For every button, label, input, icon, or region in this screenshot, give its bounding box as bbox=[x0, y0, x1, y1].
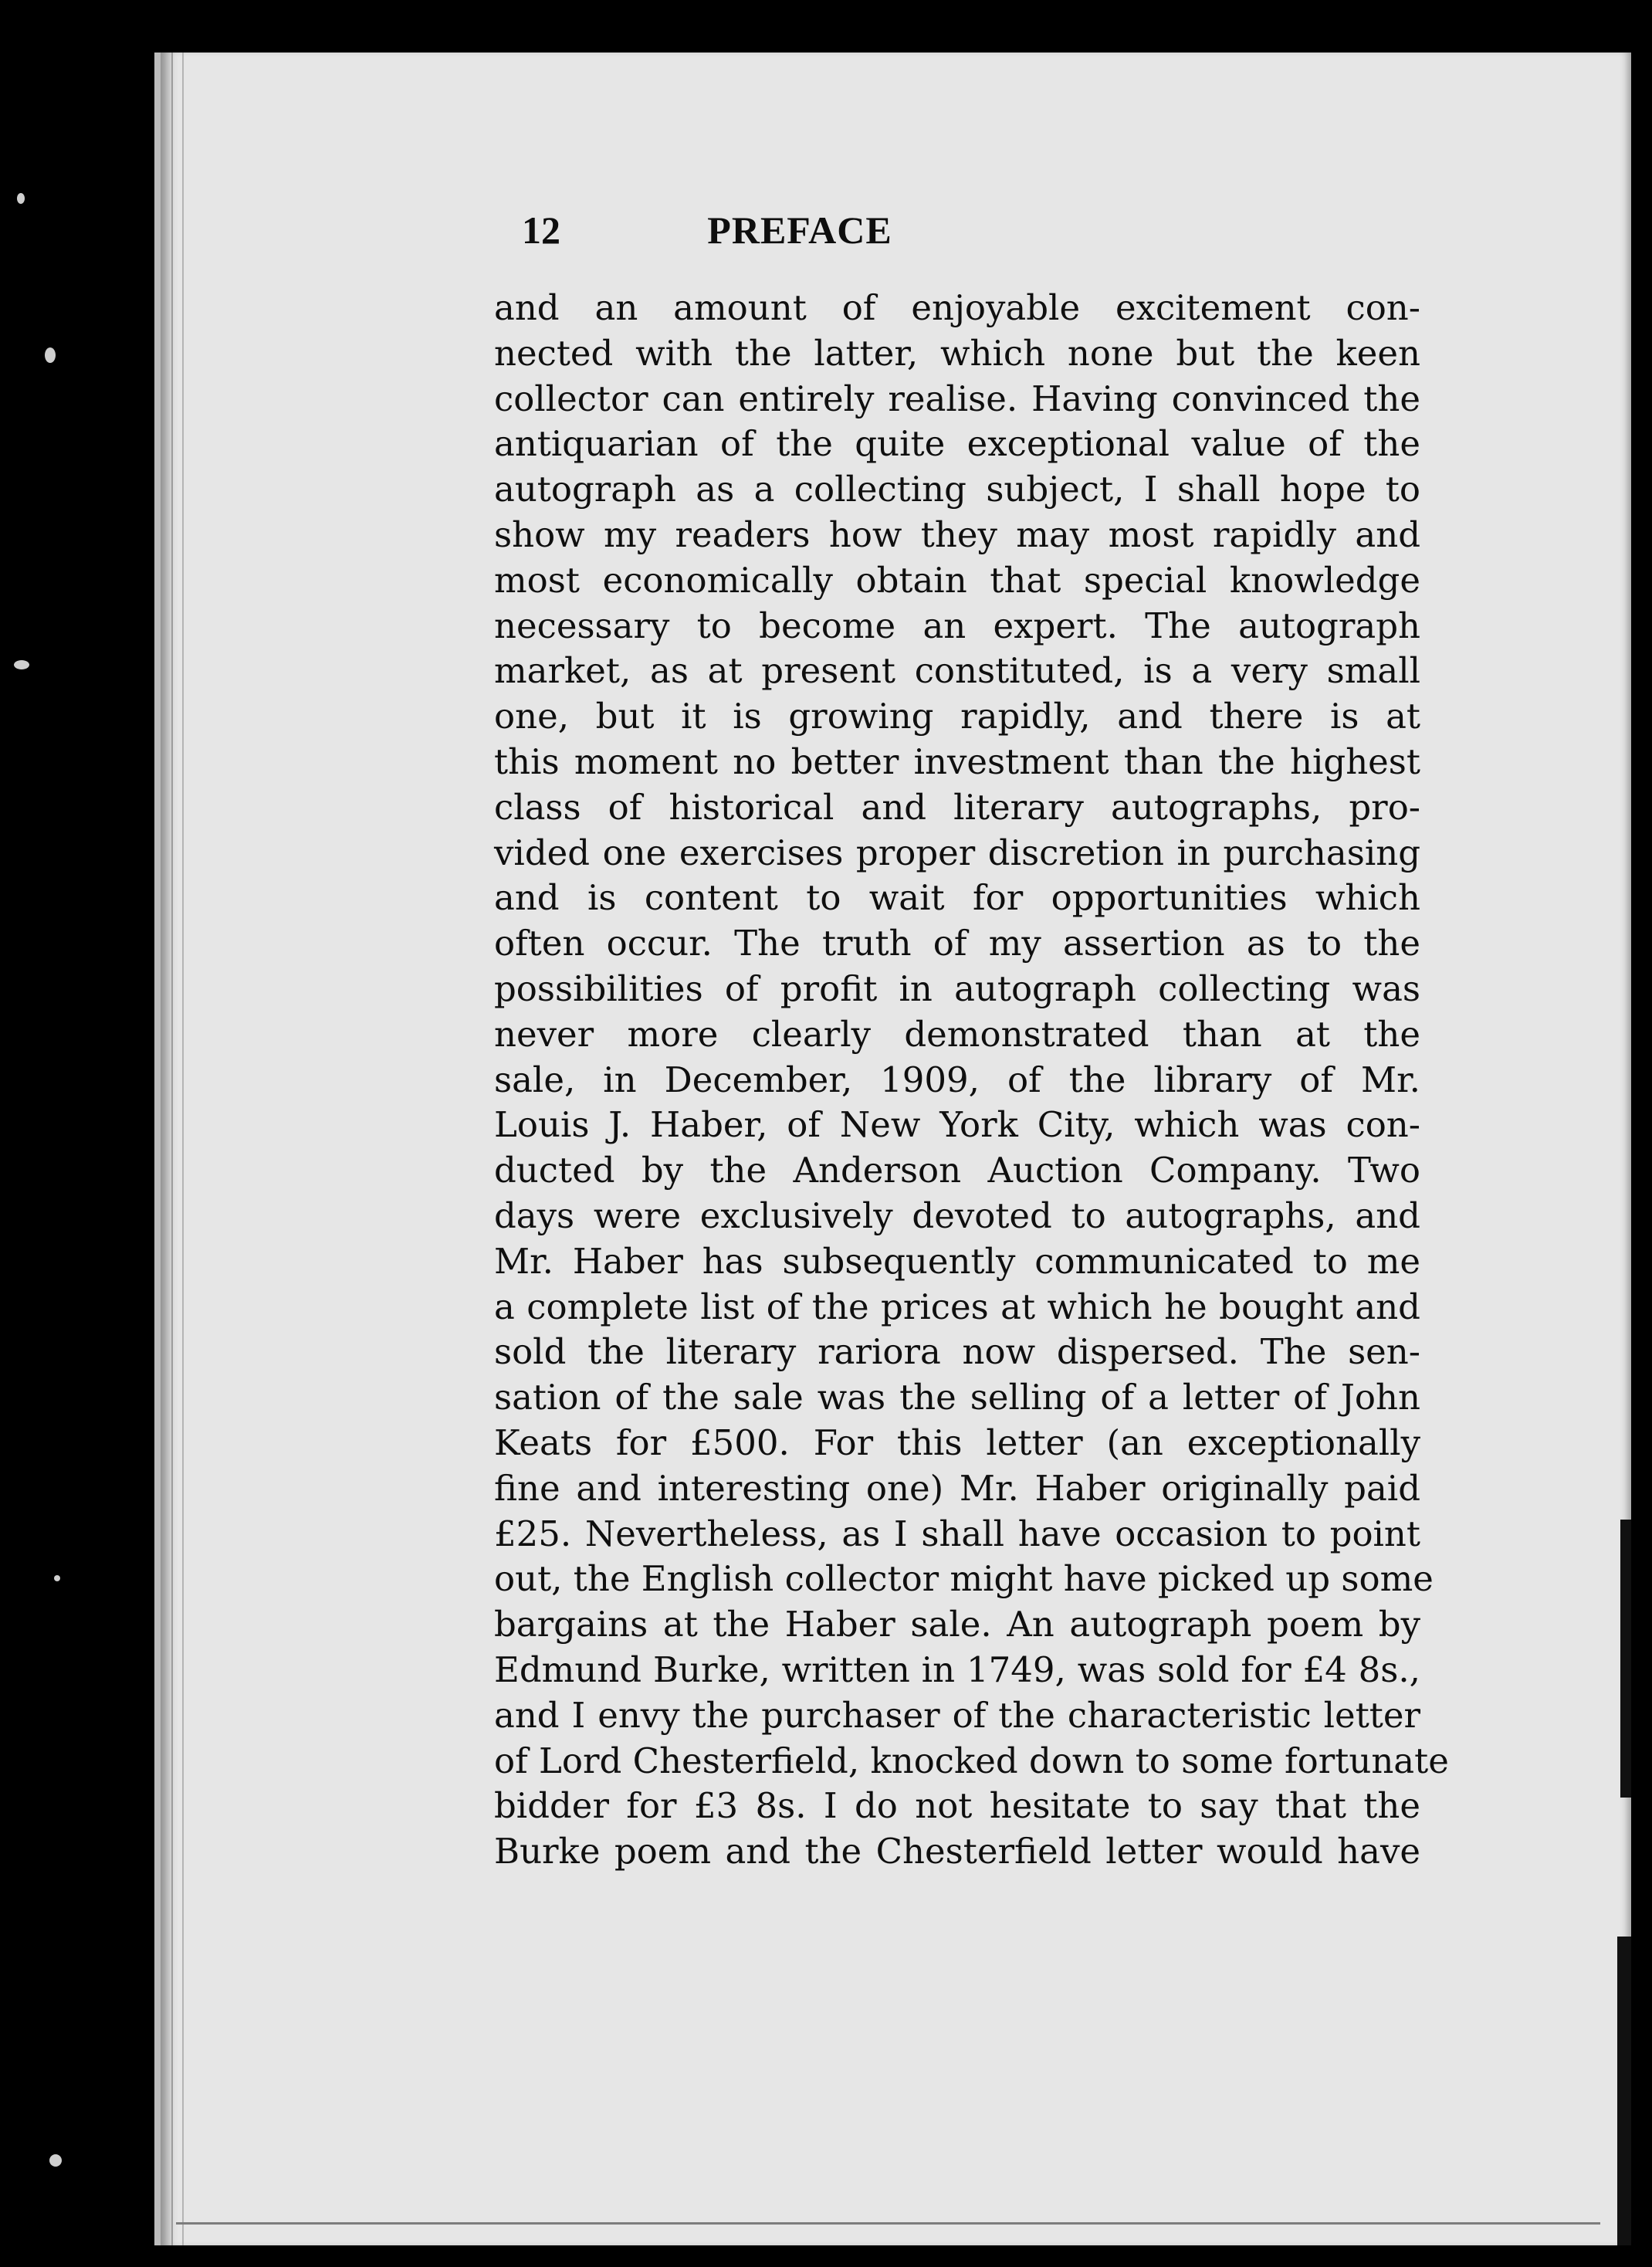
text-line: one, but it is growing rapidly, and there is at bbox=[494, 696, 1420, 737]
body-text bbox=[494, 286, 1449, 1875]
text-line: £25. Nevertheless, as I shall have occasion to point bbox=[494, 1513, 1420, 1554]
page-number: 12 bbox=[522, 208, 560, 252]
text-line: Burke poem and the Chesterfield letter would have bbox=[494, 1831, 1420, 1872]
text-line: antiquarian of the quite exceptional value of the bbox=[494, 423, 1420, 465]
text-line: Louis J. Haber, of New York City, which was con- bbox=[494, 1104, 1420, 1146]
text-line: sold the literary rariora now dispersed. The sen- bbox=[494, 1331, 1420, 1373]
text-line: market, as at present constituted, is a very small bbox=[494, 650, 1420, 692]
text-line: sale, in December, 1909, of the library of Mr. bbox=[494, 1059, 1420, 1100]
text-line: this moment no better investment than the highest bbox=[494, 740, 1420, 782]
running-title: PREFACE bbox=[707, 208, 892, 252]
text-line: out, the English collector might have picked up some bbox=[494, 1558, 1434, 1600]
text-line: ducted by the Anderson Auction Company. Two bbox=[494, 1150, 1420, 1191]
text-line: and is content to wait for opportunities which bbox=[494, 877, 1420, 919]
text-line: days were exclusively devoted to autographs, and bbox=[494, 1194, 1420, 1236]
scan-speck bbox=[54, 1575, 60, 1581]
text-line: nected with the latter, which none but the keen bbox=[494, 332, 1420, 374]
text-line: bargains at the Haber sale. An autograph poem by bbox=[494, 1604, 1420, 1645]
page-header bbox=[522, 207, 1078, 261]
text-line: Keats for £500. For this letter (an exceptionally bbox=[494, 1422, 1420, 1463]
gutter-line bbox=[171, 53, 173, 2245]
text-line: and I envy the purchaser of the characteristic letter bbox=[494, 1694, 1420, 1736]
scan-speck bbox=[45, 347, 56, 363]
scan-speck bbox=[49, 2154, 62, 2167]
text-line: collector can entirely realise. Having convinced the bbox=[494, 378, 1420, 419]
text-line: and an amount of enjoyable excitement con- bbox=[494, 287, 1420, 328]
scan-speck bbox=[17, 193, 25, 204]
text-line: never more clearly demonstrated than at the bbox=[494, 1013, 1420, 1055]
text-line: class of historical and literary autographs, pro- bbox=[494, 786, 1420, 828]
text-line: Edmund Burke, written in 1749, was sold for £4 8s., bbox=[494, 1649, 1420, 1690]
text-line: show my readers how they may most rapidly and bbox=[494, 513, 1420, 555]
text-line: Mr. Haber has subsequently communicated to me bbox=[494, 1240, 1420, 1282]
binding-shadow bbox=[1617, 1937, 1631, 2245]
text-line: often occur. The truth of my assertion as to the bbox=[494, 923, 1420, 964]
text-line: possibilities of profit in autograph collecting was bbox=[494, 967, 1420, 1009]
gutter-line bbox=[182, 53, 184, 2245]
binding-shadow bbox=[1620, 1520, 1631, 1798]
text-line: a complete list of the prices at which he bought and bbox=[494, 1286, 1420, 1327]
text-line: of Lord Chesterfield, knocked down to some fortunate bbox=[494, 1740, 1449, 1781]
text-line: most economically obtain that special knowledge bbox=[494, 559, 1420, 601]
page-edge-line bbox=[176, 2222, 1600, 2225]
text-line: fine and interesting one) Mr. Haber originally paid bbox=[494, 1467, 1420, 1509]
text-line: autograph as a collecting subject, I shall hope to bbox=[494, 469, 1420, 510]
scan-speck bbox=[14, 660, 29, 669]
text-line: necessary to become an expert. The autograph bbox=[494, 605, 1420, 646]
text-line: bidder for £3 8s. I do not hesitate to say that the bbox=[494, 1785, 1420, 1827]
text-line: sation of the sale was the selling of a letter of John bbox=[494, 1377, 1420, 1418]
text-line: vided one exercises proper discretion in purchasing bbox=[494, 832, 1420, 873]
